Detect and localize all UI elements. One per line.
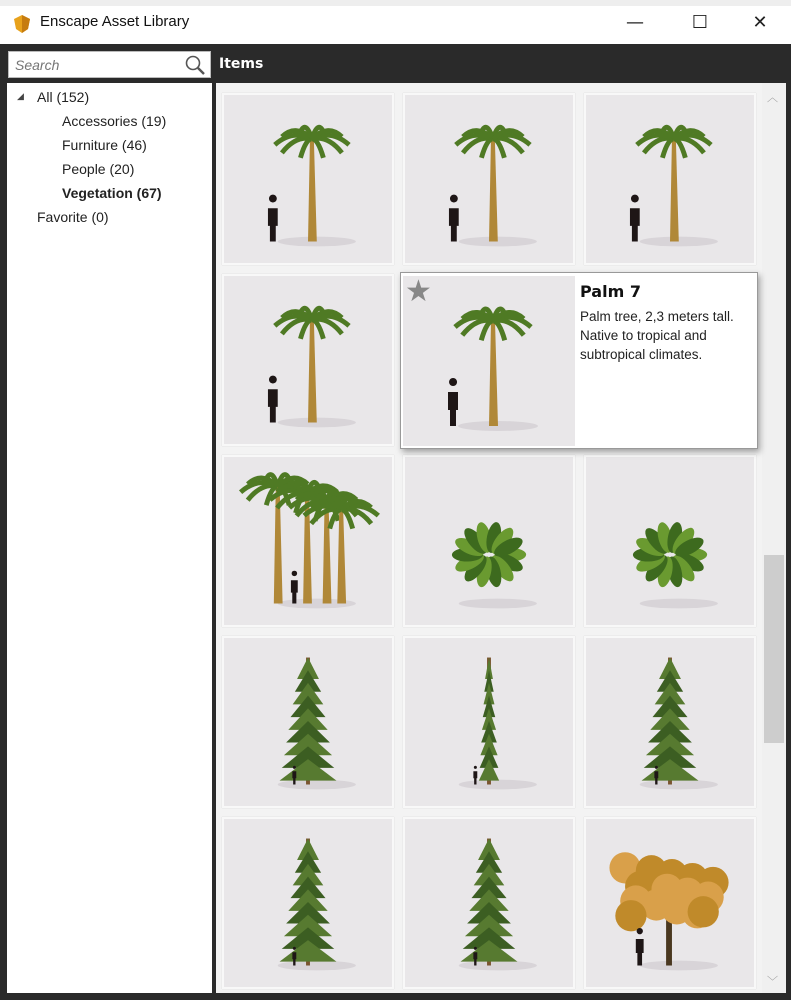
tooltip-title: Palm 7	[580, 282, 641, 301]
asset-tile[interactable]	[403, 817, 575, 989]
search-box[interactable]	[8, 51, 211, 78]
asset-tile[interactable]	[222, 455, 394, 627]
tree-item-furniture[interactable]: Furniture (46)	[62, 137, 147, 153]
asset-tile[interactable]	[222, 274, 394, 446]
scrollbar[interactable]	[762, 83, 786, 993]
asset-tile[interactable]	[222, 93, 394, 265]
tree-item-all[interactable]: All (152)	[37, 89, 90, 105]
close-button[interactable]: ✕	[752, 12, 768, 33]
scroll-down-icon[interactable]: ﹀	[767, 975, 778, 988]
asset-tile[interactable]	[403, 636, 575, 808]
maximize-button[interactable]: ☐	[691, 12, 709, 33]
tree-item-accessories[interactable]: Accessories (19)	[62, 113, 167, 129]
items-grid	[216, 83, 786, 993]
tree-item-favorite[interactable]: Favorite (0)	[37, 209, 109, 225]
asset-tile[interactable]	[584, 636, 756, 808]
asset-tile[interactable]	[222, 636, 394, 808]
favorite-star-icon[interactable]: ★	[405, 274, 432, 309]
minimize-button[interactable]: —	[626, 12, 644, 33]
asset-tile[interactable]	[584, 93, 756, 265]
asset-tile[interactable]	[222, 817, 394, 989]
enscape-logo-icon	[12, 14, 32, 34]
asset-tile[interactable]	[584, 455, 756, 627]
scroll-up-icon[interactable]: ︿	[767, 91, 778, 104]
search-input[interactable]	[9, 52, 179, 77]
tree-item-vegetation[interactable]: Vegetation (67)	[62, 185, 162, 201]
tooltip-description: Palm tree, 2,3 meters tall. Native to tropical and subtropical climates.	[580, 309, 734, 362]
tree-item-people[interactable]: People (20)	[62, 161, 135, 177]
scrollbar-thumb[interactable]	[764, 555, 784, 743]
asset-tooltip	[400, 272, 758, 449]
search-icon[interactable]	[184, 54, 206, 76]
expand-triangle-icon[interactable]: ◢	[17, 91, 24, 101]
category-tree	[7, 83, 212, 993]
items-header: Items	[219, 56, 264, 72]
title-bar	[0, 0, 791, 44]
asset-tile[interactable]	[403, 455, 575, 627]
asset-tile[interactable]	[584, 817, 756, 989]
window-title: Enscape Asset Library	[40, 13, 190, 30]
asset-tile[interactable]	[403, 93, 575, 265]
